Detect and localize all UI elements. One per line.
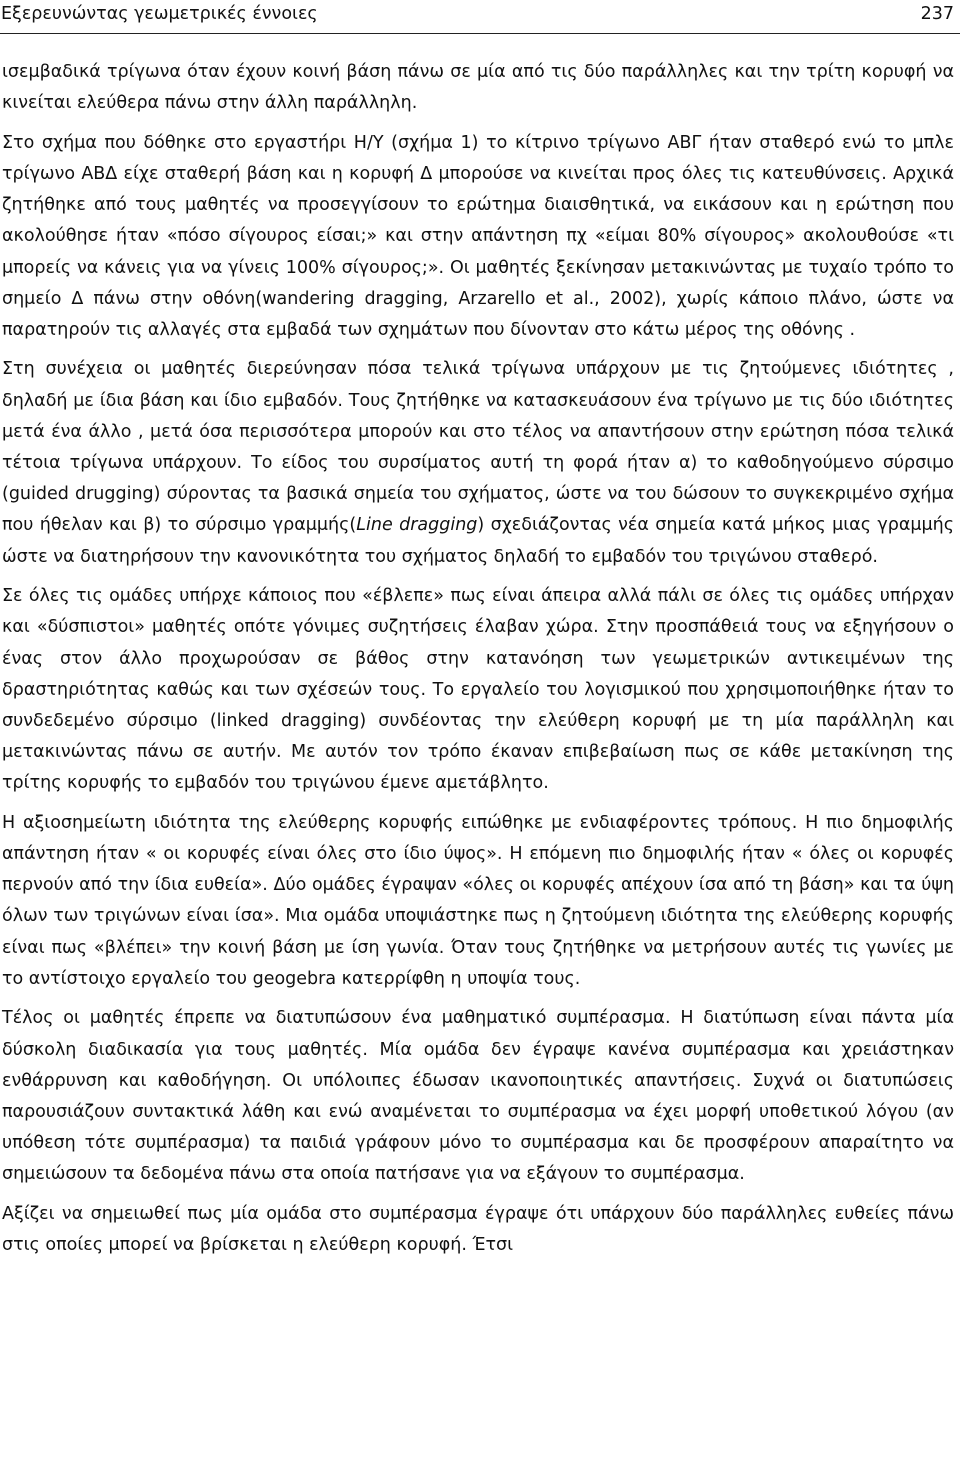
page-number: 237 [920,4,954,24]
paragraph-5: Η αξιοσημείωτη ιδιότητα της ελεύθερης κορυφής ειπώθηκε με ενδιαφέροντες τρόπους. Η πιο δημοφιλής απάντηση ήταν « οι κορυφές είναι όλες στο ίδιο ύψος». Η επόμενη πιο δημοφιλής ήταν « όλες οι κορυφές περνούν από την ίδια ευθεία». Δύο ομάδες έγραψαν «όλες οι κορυφές απέχουν ίσα από τη βάση» και τα ύψη όλων των τριγώνων είναι ίσα». Μια ομάδα υποψιάστηκε πως η ζητούμενη ιδιότητα της ελεύθερης κορυφής είναι πως «βλέπει» την κοινή βάση με ίση γωνία. Όταν τους ζητήθηκε να μετρήσουν αυτές τις γωνίες με το αντίστοιχο εργαλείο του geogebra κατερρίφθη η υποψία τους. [2,812,954,989]
paragraph-2: Στο σχήμα που δόθηκε στο εργαστήρι Η/Υ (σχήμα 1) το κίτρινο τρίγωνο ΑΒΓ ήταν σταθερό ενώ το μπλε τρίγωνο ΑΒΔ είχε σταθερή βάση και η κορυφή Δ μπορούσε να κινείται προς όλες τις κατευθύνσεις. Αρχικά ζητήθηκε από τους μαθητές να προσεγγίσουν το ερώτημα διαισθητικά, να εικάσουν και η ερώτηση που ακολούθησε ήταν «πόσο σίγουρος είσαι;» και στην απάντηση πχ «είμαι 80% σίγουρος» ακολουθούσε «τι μπορείς να κάνεις για να γίνεις 100% σίγουρος;». Οι μαθητές ξεκίνησαν μετακινώντας με τυχαίο τρόπο το σημείο Δ πάνω στην οθόνη(wandering dragging, Arzarello et al., 2002), χωρίς κάποιο πλάνο, ώστε να παρατηρούν τις αλλαγές στα εμβαδά των σχημάτων που δίνονταν στο κάτω μέρος της οθόνης . [2,132,954,340]
paragraph-7: Αξίζει να σημειωθεί πως μία ομάδα στο συμπέρασμα έγραψε ότι υπάρχουν δύο παράλληλες ευθείες πάνω στις οποίες μπορεί να βρίσκεται η ελεύθερη κορυφή. Έτσι [2,1203,954,1256]
page-header [0,0,960,34]
paragraph-3 [2,354,954,572]
paragraph-1: ισεμβαδικά τρίγωνα όταν έχουν κοινή βάση πάνω σε μία από τις δύο παράλληλες και την τρίτη κορυφή να κινείται ελεύθερα πάνω στην άλλη παράλληλη. [2,62,954,114]
paragraph-3-tail: ) σχεδιάζοντας νέα σημεία κατά μήκος μιας γραμμής ώστε να διατηρήσουν την κανονικότητα του σχήματος δηλαδή το εμβαδόν του τριγώνου σταθερό. [2,515,954,567]
paragraph-4: Σε όλες τις ομάδες υπήρχε κάποιος που «έβλεπε» πως είναι άπειρα αλλά πάλι σε όλες τις ομάδες υπήρχαν και «δύσπιστοι» μαθητές οπότε γόνιμες συζητήσεις έλαβαν χώρα. Στην προσπάθειά τους να εξηγήσουν ο ένας στον άλλο προχωρούσαν σε βάθος στην κατανόηση των γεωμετρικών αντικειμένων της δραστηριότητας καθώς και των σχέσεών τους. Το εργαλείο του λογισμικού που χρησιμοποιήθηκε ήταν το συνδεδεμένο σύρσιμο (linked dragging) συνδέοντας την ελεύθερη κορυφή με τη μία παράλληλη και μετακινώντας πάνω σε αυτήν. Με αυτόν τον τρόπο έκαναν επιβεβαίωση πως σε κάθε μετακίνηση της τρίτης κορυφής το εμβαδόν του τριγώνου έμενε αμετάβλητο. [2,586,954,794]
italic-phrase: Line dragging [356,515,478,536]
paragraph-6: Τέλος οι μαθητές έπρεπε να διατυπώσουν ένα μαθηματικό συμπέρασμα. Η διατύπωση είναι πάντα μία δύσκολη διαδικασία για τους μαθητές. Μία ομάδα δεν έγραψε κανένα συμπέρασμα και χρειάστηκαν ενθάρρυνση και καθοδήγηση. Οι υπόλοιπες έδωσαν ικανοποιητικές απαντήσεις. Συχνά οι διατυπώσεις παρουσιάζουν συντακτικά λάθη και ενώ αναμένεται το συμπέρασμα να έχει μορφή υποθετικού λόγου (αν υπόθεση τότε συμπέρασμα) τα παιδιά γράφουν μόνο το συμπέρασμα και δε προσφέρουν απαραίτητο να σημειώσουν τα δεδομένα πάνω στα οποία πατήσανε για να εξάγουν το συμπέρασμα. [2,1008,954,1185]
document-body [2,57,954,1270]
running-title: Εξερευνώντας γεωμετρικές έννοιες [1,4,318,24]
paragraph-3-text: Στη συνέχεια οι μαθητές διερεύνησαν πόσα τελικά τρίγωνα υπάρχουν με τις ζητούμενες ιδιότητες , δηλαδή με ίδια βάση και ίδιο εμβαδόν. Τους ζητήθηκε να κατασκευάσουν ένα τρίγωνο με τις δύο ιδιότητες μετά ένα άλλο , μετά όσα περισσότερα μπορούν και στο τέλος να απαντήσουν στην ερώτηση πόσα τελικά τέτοια τρίγωνα υπάρχουν. Το είδος του συρσίματος αυτή τη φορά ήταν α) το καθοδηγούμενο σύρσιμο (guided drugging) σύροντας τα βασικά σημεία του σχήματος, ώστε να του δώσουν το συγκεκριμένο σχήμα που ήθελαν και β) το σύρσιμο γραμμής( [2,359,954,536]
